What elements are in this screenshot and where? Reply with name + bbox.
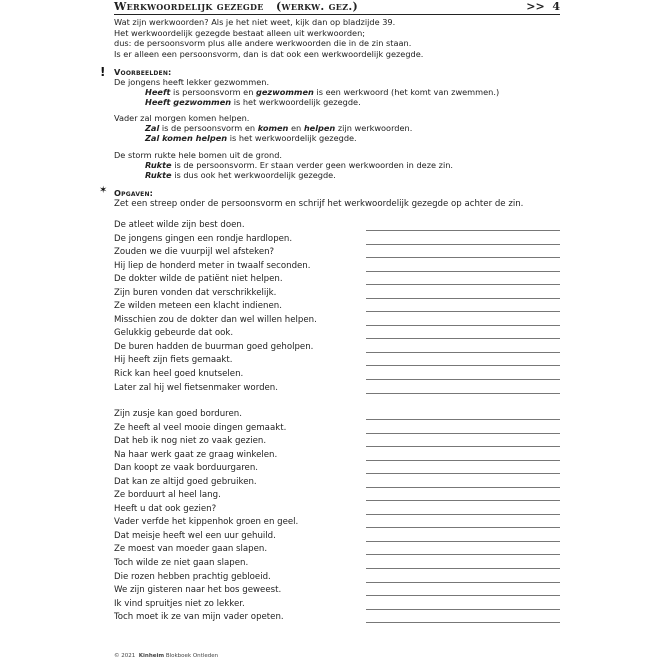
answer-line[interactable] <box>366 284 560 285</box>
page-indicator: >> 4 <box>526 0 560 13</box>
exercise-sentence: De dokter wilde de patiënt niet helpen. <box>114 274 283 285</box>
exercise-sentence: Ik vind spruitjes niet zo lekker. <box>114 598 245 609</box>
exercise-sentence: Ze borduurt al heel lang. <box>114 490 221 501</box>
exercise-row <box>114 598 560 612</box>
answer-line[interactable] <box>366 527 560 528</box>
exercise-sentence: Rick kan heel goed knutselen. <box>114 369 244 380</box>
answer-line[interactable] <box>366 473 560 474</box>
intro-line: Is er alleen een persoonsvorm, dan is dat ook een werkwoordelijk gezegde. <box>114 48 424 59</box>
answer-line[interactable] <box>366 582 560 583</box>
answer-line[interactable] <box>366 393 560 394</box>
exercise-row <box>114 354 560 368</box>
exercise-sentence: Vader verfde het kippenhok groen en geel. <box>114 517 299 528</box>
exercise-list-1 <box>114 219 560 395</box>
answer-line[interactable] <box>366 554 560 555</box>
example-sentence: De storm rukte hele bomen uit de grond. <box>114 150 283 160</box>
answer-line[interactable] <box>366 595 560 596</box>
exercise-row <box>114 327 560 341</box>
exercise-sentence: Heeft u dat ook gezien? <box>114 503 217 514</box>
exercise-sentence: Toch moet ik ze van mijn vader opeten. <box>114 612 284 623</box>
exercise-sentence: Later zal hij wel fietsenmaker worden. <box>114 382 278 393</box>
exercise-row <box>114 273 560 287</box>
answer-line[interactable] <box>366 500 560 501</box>
footer: © 2021 Kinheim Blokboek Ontleden <box>114 653 219 659</box>
answer-line[interactable] <box>366 365 560 366</box>
exercise-row <box>114 382 560 396</box>
exercise-row <box>114 287 560 301</box>
example-explanation: Zal komen helpen is het werkwoordelijk gezegde. <box>145 133 357 144</box>
answer-line[interactable] <box>366 271 560 272</box>
page-title: Werkwoordelijk gezegde (werkw. gez.) <box>114 0 358 13</box>
intro-line: dus: de persoonsvorm plus alle andere werkwoorden die in de zin staan. <box>114 38 412 49</box>
answer-line[interactable] <box>366 541 560 542</box>
exercise-sentence: Dat meisje heeft wel een uur gehuild. <box>114 530 276 541</box>
exercise-row <box>114 571 560 585</box>
star-icon: ✶ <box>99 185 108 196</box>
answer-line[interactable] <box>366 338 560 339</box>
exercises-heading: Opgaven: <box>114 188 154 198</box>
exercise-row <box>114 449 560 463</box>
answer-line[interactable] <box>366 352 560 353</box>
exercise-sentence: De buren hadden de buurman goed geholpen. <box>114 341 314 352</box>
exercise-sentence: Hij heeft zijn fiets gemaakt. <box>114 355 233 366</box>
answer-line[interactable] <box>366 311 560 312</box>
exercise-sentence: Ze wilden meteen een klacht indienen. <box>114 301 282 312</box>
header-bar <box>114 0 560 15</box>
answer-line[interactable] <box>366 487 560 488</box>
answer-line[interactable] <box>366 325 560 326</box>
exercise-row <box>114 557 560 571</box>
exercise-row <box>114 260 560 274</box>
answer-line[interactable] <box>366 230 560 231</box>
exercise-row <box>114 341 560 355</box>
example-group <box>114 113 412 144</box>
example-explanation: Heeft gezwommen is het werkwoordelijk gezegde. <box>145 97 361 108</box>
exercise-row <box>114 408 560 422</box>
exercise-row <box>114 462 560 476</box>
exercise-sentence: Na haar werk gaat ze graag winkelen. <box>114 449 278 460</box>
example-group <box>114 150 453 181</box>
exercise-row <box>114 489 560 503</box>
exercise-row <box>114 246 560 260</box>
answer-line[interactable] <box>366 257 560 258</box>
answer-line[interactable] <box>366 568 560 569</box>
example-explanation: Rukte is dus ook het werkwoordelijk gezegde. <box>145 170 336 181</box>
exercise-row <box>114 300 560 314</box>
answer-line[interactable] <box>366 244 560 245</box>
exercise-sentence: Misschien zou de dokter dan wel willen helpen. <box>114 314 317 325</box>
exercise-row <box>114 233 560 247</box>
exercise-row <box>114 368 560 382</box>
answer-line[interactable] <box>366 419 560 420</box>
exercise-row <box>114 516 560 530</box>
answer-line[interactable] <box>366 433 560 434</box>
answer-line[interactable] <box>366 298 560 299</box>
exercise-sentence: Hij liep de honderd meter in twaalf seconden. <box>114 260 311 271</box>
exercise-row <box>114 314 560 328</box>
exercise-row <box>114 584 560 598</box>
exercise-sentence: Zijn zusje kan goed borduren. <box>114 409 242 419</box>
example-group <box>114 77 499 108</box>
exercise-row <box>114 503 560 517</box>
exercise-sentence: Gelukkig gebeurde dat ook. <box>114 328 234 339</box>
intro-line: Het werkwoordelijk gezegde bestaat alleen uit werkwoorden; <box>114 27 366 38</box>
examples-heading: Voorbeelden: <box>114 67 172 77</box>
answer-line[interactable] <box>366 379 560 380</box>
example-sentence: Vader zal morgen komen helpen. <box>114 113 250 123</box>
exercise-row <box>114 543 560 557</box>
exercise-row <box>114 611 560 625</box>
answer-line[interactable] <box>366 446 560 447</box>
exercise-sentence: Dat kan ze altijd goed gebruiken. <box>114 476 257 487</box>
exercise-sentence: We zijn gisteren naar het bos geweest. <box>114 585 282 596</box>
exercise-row <box>114 435 560 449</box>
exercise-instruction: Zet een streep onder de persoonsvorm en schrijf het werkwoordelijk gezegde op achter de zin. <box>114 199 524 209</box>
exercise-sentence: Dat heb ik nog niet zo vaak gezien. <box>114 436 267 447</box>
exercise-row <box>114 476 560 490</box>
intro-text <box>114 17 423 59</box>
answer-line[interactable] <box>366 514 560 515</box>
exclamation-icon: ! <box>100 65 106 79</box>
answer-line[interactable] <box>366 622 560 623</box>
exercise-list-2 <box>114 408 560 625</box>
exercise-sentence: De atleet wilde zijn best doen. <box>114 220 245 230</box>
answer-line[interactable] <box>366 609 560 610</box>
exercise-sentence: De jongens gingen een rondje hardlopen. <box>114 233 293 244</box>
example-explanation: Heeft is persoonsvorm en gezwommen is een werkwoord (het komt van zwemmen.) <box>145 87 500 98</box>
answer-line[interactable] <box>366 460 560 461</box>
brand-name: Kinheim <box>138 653 165 659</box>
exercise-row <box>114 422 560 436</box>
exercise-row <box>114 530 560 544</box>
exercise-sentence: Toch wilde ze niet gaan slapen. <box>114 558 249 569</box>
exercise-row <box>114 219 560 233</box>
exercise-sentence: Dan koopt ze vaak borduurgaren. <box>114 463 259 474</box>
example-sentence: De jongens heeft lekker gezwommen. <box>114 77 270 87</box>
exercise-sentence: Die rozen hebben prachtig gebloeid. <box>114 571 271 582</box>
exercise-sentence: Zouden we die vuurpijl wel afsteken? <box>114 247 275 258</box>
exercise-sentence: Ze moest van moeder gaan slapen. <box>114 544 268 555</box>
example-explanation: Rukte is de persoonsvorm. Er staan verder geen werkwoorden in deze zin. <box>145 160 454 171</box>
exercise-sentence: Ze heeft al veel mooie dingen gemaakt. <box>114 422 287 433</box>
intro-line: Wat zijn werkwoorden? Als je het niet weet, kijk dan op bladzijde 39. <box>114 17 396 27</box>
exercise-sentence: Zijn buren vonden dat verschrikkelijk. <box>114 287 277 298</box>
example-explanation: Zal is de persoonsvorm en komen en helpen zijn werkwoorden. <box>145 123 413 134</box>
